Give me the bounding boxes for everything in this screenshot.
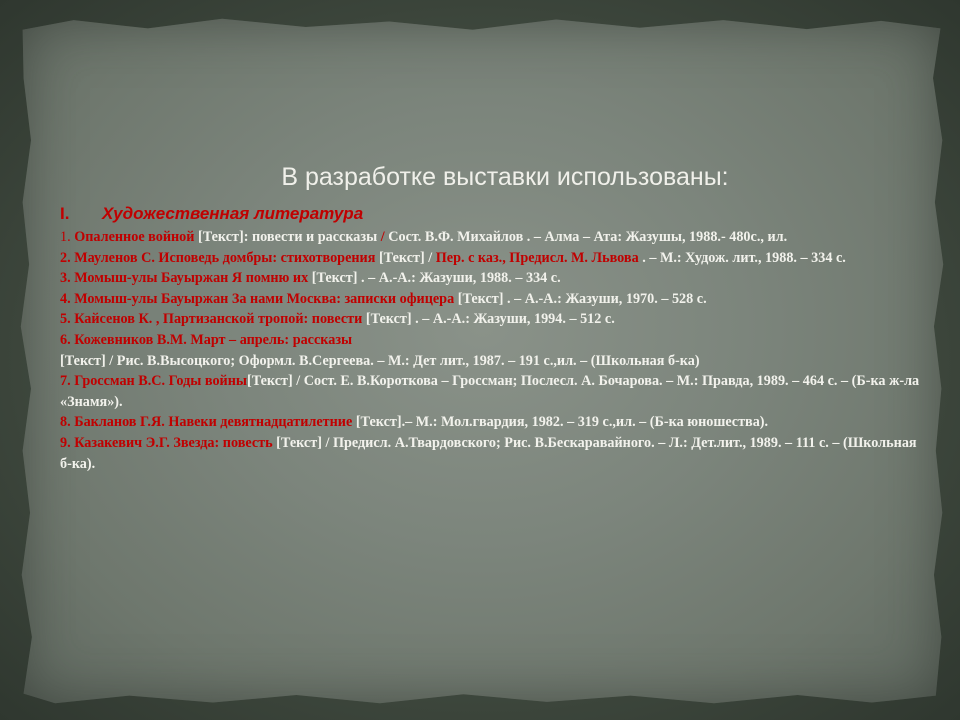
entry-title: Мауленов С. Исповедь домбры: стихотворения xyxy=(74,249,376,266)
entry-publication: Сост. В.Ф. Михайлов . – Алма – Ата: Жазушы, 1988.- 480с., ил. xyxy=(388,229,788,245)
entry-details: [Текст] . – А.-А.: Жазуши, 1988. – 334 с. xyxy=(311,270,561,287)
entry-separator: / xyxy=(380,229,385,245)
entry-title: Кайсенов К. , Партизанской тропой: повести xyxy=(74,311,363,328)
entry-details: [Текст] / Рис. В.Высоцкого; Оформл. В.Сергеева. – М.: Дет лит., 1987. – 191 с.,ил. – (Школьная б-ка) xyxy=(60,352,700,369)
section-number: I. xyxy=(60,204,70,223)
entry-number: 6. xyxy=(60,331,71,348)
entry-number: 8. xyxy=(60,414,71,431)
entry-title: Казакевич Э.Г. Звезда: повесть xyxy=(74,434,273,451)
entry-details: [Текст] / Сост. Е. В.Короткова – Гроссман; Послесл. А. Бочарова. – М.: Правда, 1989. – 464 с. – (Б-ка ж-ла «Знамя»). xyxy=(60,373,920,410)
bibliography-entry-8 xyxy=(60,412,920,433)
entry-title: Бакланов Г.Я. Навеки девятнадцатилетние xyxy=(74,414,353,431)
section-title: Художественная литература xyxy=(102,204,364,223)
entry-details: [Текст] . – А.-А.: Жазуши, 1994. – 512 с. xyxy=(365,311,615,328)
entry-title: Момыш-улы Бауыржан Я помню их xyxy=(74,270,309,287)
bibliography-entry-4 xyxy=(60,289,920,310)
entry-number: 3. xyxy=(60,270,71,287)
bibliography-entry-7 xyxy=(60,371,920,412)
entry-details: [Текст] . – А.-А.: Жазуши, 1970. – 528 с. xyxy=(457,290,707,307)
entry-translator: Пер. с каз., Предисл. М. Львова xyxy=(435,249,639,266)
entry-title: Опаленное войной xyxy=(74,229,195,245)
entry-details: [Текст] / Предисл. А.Твардовского; Рис. В.Бескаравайного. – Л.: Дет.лит., 1989. – 111 с. – (Школьная б-ка). xyxy=(60,434,917,472)
entry-number: 5. xyxy=(60,311,71,328)
bibliography-content xyxy=(60,203,920,474)
entry-publication: . – М.: Худож. лит., 1988. – 334 с. xyxy=(642,249,846,266)
section-heading xyxy=(60,203,920,225)
bibliography-entry-2 xyxy=(60,248,920,269)
entry-details: [Текст]: повести и рассказы xyxy=(197,229,378,245)
bibliography-entry-3 xyxy=(60,268,920,289)
entry-details: [Текст] / xyxy=(378,249,433,266)
bibliography-entry-6 xyxy=(60,330,920,371)
entry-number: 4. xyxy=(60,290,71,307)
entry-details: [Текст].– М.: Мол.гвардия, 1982. – 319 с.,ил. – (Б-ка юношества). xyxy=(355,414,769,431)
bibliography-entry-1 xyxy=(60,227,920,248)
entry-number: 1. xyxy=(60,229,71,245)
bibliography-entry-5 xyxy=(60,309,920,330)
entry-number: 9. xyxy=(60,434,71,451)
bibliography-entry-9 xyxy=(60,433,920,474)
entry-title: Гроссман В.С. Годы войны xyxy=(74,373,247,390)
entry-title: Момыш-улы Бауыржан За нами Москва: записки офицера xyxy=(74,290,455,307)
entry-number: 2. xyxy=(60,249,71,266)
entry-number: 7. xyxy=(60,373,71,390)
slide-title: В разработке выставки использованы: xyxy=(281,163,729,191)
entry-title: Кожевников В.М. Март – апрель: рассказы xyxy=(74,331,353,348)
